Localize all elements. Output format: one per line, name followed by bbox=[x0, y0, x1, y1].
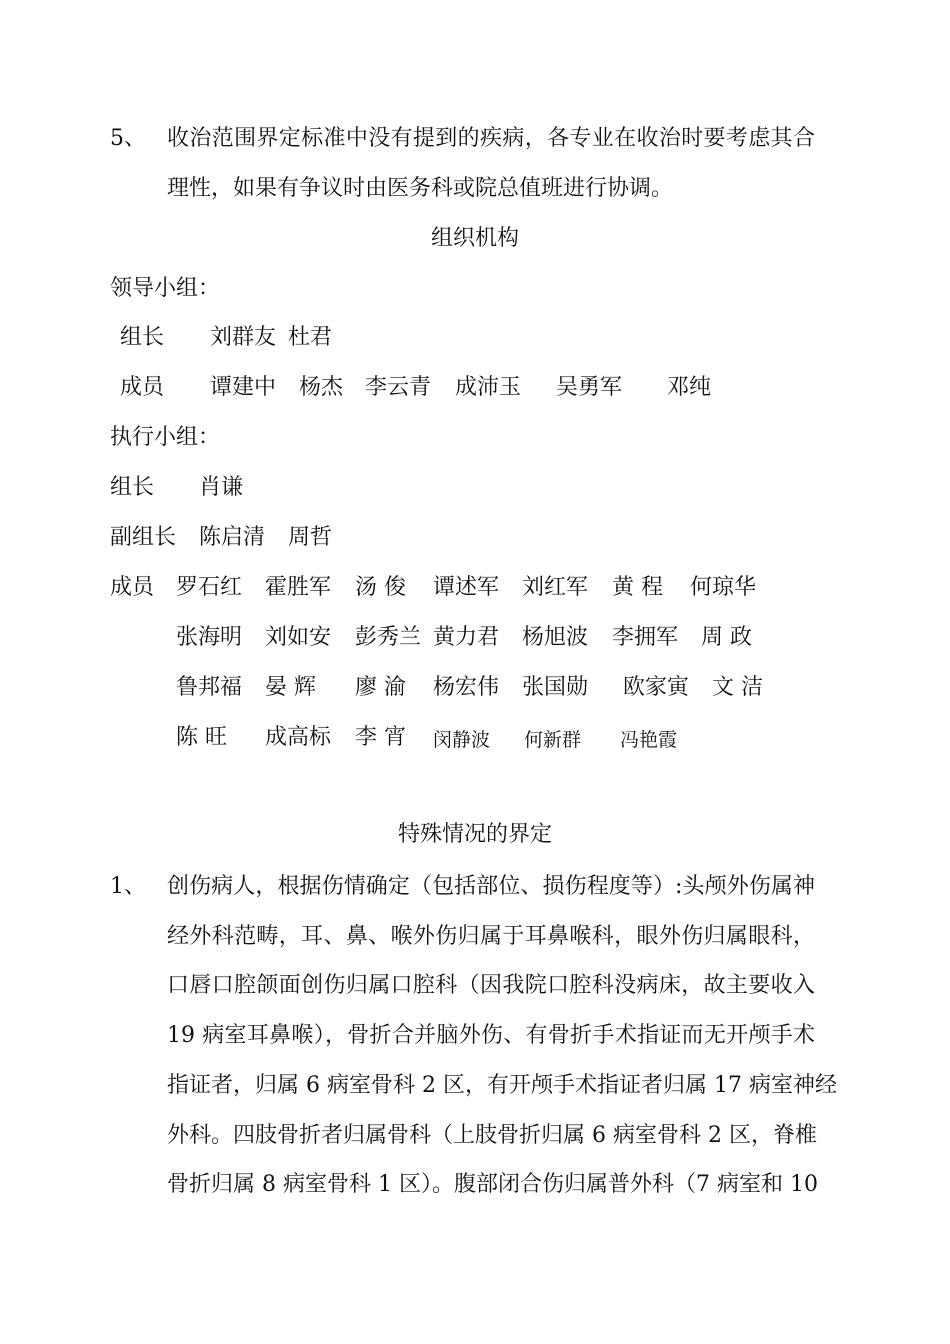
person-name: 冯艳霞 bbox=[620, 729, 678, 751]
person-name: 杜君 bbox=[288, 325, 333, 350]
item-number: 5、 bbox=[110, 126, 146, 151]
item-number: 1、 bbox=[110, 874, 146, 899]
section-title: 特殊情况的界定 bbox=[397, 822, 552, 847]
paragraph-line: 指证者，归属 6 病室骨科 2 区，有开颅手术指证者归属 17 病室神经 bbox=[167, 1073, 837, 1098]
person-name: 闵静波 bbox=[433, 729, 491, 751]
section-title: 组织机构 bbox=[430, 226, 519, 251]
person-name: 李云青 bbox=[365, 375, 432, 400]
paragraph-line: 外科。四肢骨折者归属骨科（上肢骨折归属 6 病室骨科 2 区，脊椎 bbox=[167, 1123, 817, 1148]
person-name: 罗石红 bbox=[176, 575, 243, 600]
paragraph-line: 19 病室耳鼻喉），骨折合并脑外伤、有骨折手术指证而无开颅手术 bbox=[167, 1023, 815, 1048]
person-name: 汤 俊 bbox=[355, 575, 406, 600]
person-name: 张海明 bbox=[176, 625, 243, 650]
person-name: 刘如安 bbox=[265, 625, 332, 650]
person-name: 张国勋 bbox=[522, 675, 589, 700]
person-name: 晏 辉 bbox=[265, 675, 316, 700]
person-name: 周哲 bbox=[288, 525, 333, 550]
person-name: 周 政 bbox=[701, 625, 752, 650]
person-name: 李 宵 bbox=[355, 725, 406, 750]
person-name: 杨旭波 bbox=[522, 625, 589, 650]
paragraph-line: 经外科范畴，耳、鼻、喉外伤归属于耳鼻喉科，眼外伤归属眼科， bbox=[167, 924, 815, 949]
role-label: 副组长 bbox=[110, 525, 177, 550]
person-name: 廖 渝 bbox=[355, 675, 406, 700]
person-name: 谭建中 bbox=[210, 375, 277, 400]
person-name: 杨宏伟 bbox=[433, 675, 500, 700]
role-label: 成员 bbox=[110, 575, 155, 600]
person-name: 文 洁 bbox=[712, 675, 763, 700]
person-name: 肖谦 bbox=[199, 475, 244, 500]
role-label: 成员 bbox=[120, 375, 165, 400]
person-name: 吴勇军 bbox=[556, 375, 623, 400]
person-name: 鲁邦福 bbox=[176, 675, 243, 700]
person-name: 杨杰 bbox=[299, 375, 344, 400]
paragraph-line: 口唇口腔颌面创伤归属口腔科（因我院口腔科没病床，故主要收入 bbox=[167, 973, 815, 998]
person-name: 李拥军 bbox=[612, 625, 679, 650]
person-name: 刘红军 bbox=[522, 575, 589, 600]
paragraph-line: 创伤病人，根据伤情确定（包括部位、损伤程度等）:头颅外伤属神 bbox=[167, 874, 815, 899]
person-name: 何琼华 bbox=[690, 575, 757, 600]
paragraph-line: 理性，如果有争议时由医务科或院总值班进行协调。 bbox=[167, 176, 674, 201]
person-name: 彭秀兰 bbox=[355, 625, 422, 650]
paragraph-line: 收治范围界定标准中没有提到的疾病，各专业在收治时要考虑其合 bbox=[167, 126, 815, 151]
person-name: 成高标 bbox=[265, 725, 332, 750]
person-name: 谭述军 bbox=[433, 575, 500, 600]
group-label: 领导小组： bbox=[110, 276, 221, 301]
group-label: 执行小组： bbox=[110, 425, 221, 450]
role-label: 组长 bbox=[120, 325, 165, 350]
paragraph-line: 骨折归属 8 病室骨科 1 区）。腹部闭合伤归属普外科（7 病室和 10 bbox=[167, 1172, 818, 1197]
role-label: 组长 bbox=[110, 475, 155, 500]
person-name: 刘群友 bbox=[210, 325, 277, 350]
person-name: 邓纯 bbox=[667, 375, 712, 400]
person-name: 成沛玉 bbox=[455, 375, 522, 400]
person-name: 黄 程 bbox=[612, 575, 663, 600]
person-name: 陈 旺 bbox=[176, 725, 227, 750]
person-name: 陈启清 bbox=[199, 525, 266, 550]
person-name: 黄力君 bbox=[433, 625, 500, 650]
person-name: 欧家寅 bbox=[623, 675, 690, 700]
person-name: 何新群 bbox=[524, 729, 582, 751]
person-name: 霍胜军 bbox=[265, 575, 332, 600]
